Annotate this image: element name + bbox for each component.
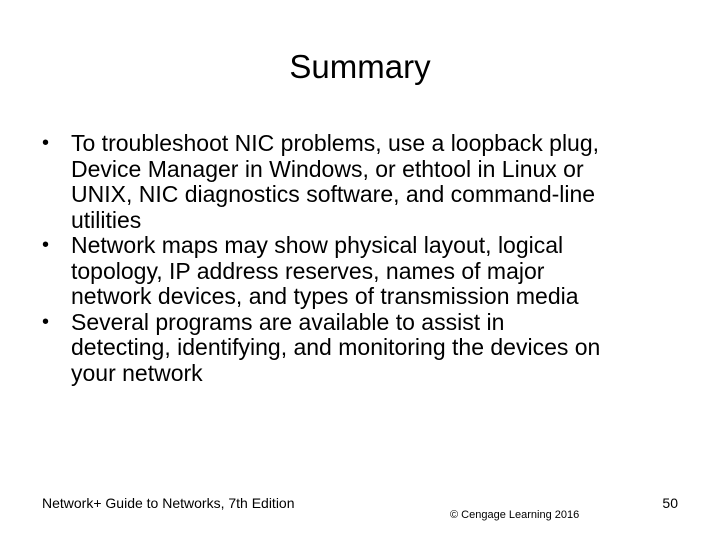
footer-page-number: 50: [662, 495, 678, 511]
bullet-line: network devices, and types of transmission media: [71, 283, 579, 309]
bullet-line: detecting, identifying, and monitoring the devices on: [71, 334, 601, 360]
bullet-line: Device Manager in Windows, or ethtool in Linux or: [71, 155, 584, 182]
bullet-line: topology, IP address reserves, names of major: [71, 257, 545, 284]
bullet-line: Network maps may show physical layout, logical: [71, 232, 564, 258]
bullet-text: [71, 310, 702, 387]
footer-book-title: Network+ Guide to Networks, 7th Edition: [42, 495, 295, 511]
bullet-line: utilities: [71, 206, 142, 233]
bullet-dot-icon: •: [42, 234, 50, 256]
bullet-item: [42, 233, 702, 310]
bullet-list: [42, 131, 702, 386]
bullet-line: your network: [71, 359, 203, 386]
bullet-line: Several programs are available to assist in: [71, 308, 505, 335]
bullet-item: [42, 131, 702, 233]
bullet-item: [42, 310, 702, 387]
bullet-text: [71, 131, 702, 233]
footer-copyright: © Cengage Learning 2016: [450, 509, 580, 521]
bullet-line: UNIX, NIC diagnostics software, and command-line: [71, 181, 596, 207]
bullet-dot-icon: •: [42, 132, 50, 154]
bullet-dot-icon: •: [42, 310, 50, 333]
bullet-text: [71, 233, 702, 310]
bullet-line: To troubleshoot NIC problems, use a loopback plug,: [71, 130, 600, 156]
slide-title: Summary: [289, 48, 431, 85]
